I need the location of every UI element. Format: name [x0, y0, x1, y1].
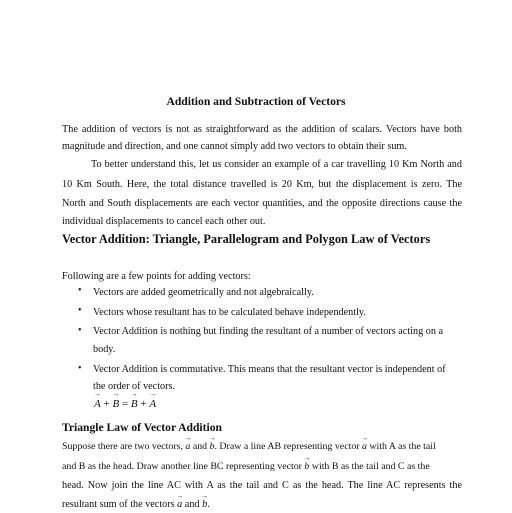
- text-span: with A as the tail: [369, 441, 436, 452]
- text-span: . Draw a line AB representing vector: [214, 441, 360, 452]
- bullet-marker: •: [78, 325, 82, 336]
- vector-b-symbol: → b: [210, 438, 215, 455]
- triangle-line-1: [62, 438, 436, 455]
- triangle-line-4: [62, 496, 210, 513]
- text-span: and: [192, 441, 208, 452]
- page-title: Addition and Subtraction of Vectors: [166, 95, 346, 108]
- vector-b-symbol: → B: [131, 398, 138, 410]
- vector-a-symbol: → a: [177, 496, 182, 513]
- vector-b-symbol: → B: [112, 398, 119, 410]
- text-span: with B as the tail and C as the: [311, 461, 430, 472]
- triangle-law-heading: Triangle Law of Vector Addition: [62, 421, 222, 434]
- equals-sign: =: [121, 398, 129, 410]
- vector-a-symbol: → a: [362, 438, 367, 455]
- points-intro: Following are a few points for adding vectors:: [62, 271, 251, 282]
- bullet-2: Vectors whose resultant has to be calculated behave independently.: [93, 307, 366, 318]
- intro-line-2: magnitude and direction, and one cannot simply add two vectors to obtain their sum.: [62, 141, 407, 152]
- plus-sign: +: [140, 398, 147, 410]
- text-span: .: [207, 499, 210, 510]
- triangle-line-3: head. Now join the line AC with A as the tail and C as the head. The line AC represents the: [62, 480, 462, 491]
- triangle-line-2: [62, 458, 430, 475]
- intro-line-1: The addition of vectors is not as straightforward as the addition of scalars. Vectors have both: [62, 124, 462, 135]
- bullet-4-line-1: Vector Addition is commutative. This means that the resultant vector is independent of: [93, 364, 446, 375]
- plus-sign: +: [103, 398, 110, 410]
- vector-a-symbol: → A: [94, 398, 101, 410]
- example-line-2: 10 Km South. Here, the total distance travelled is 20 Km, but the displacement is zero. The: [62, 179, 462, 190]
- bullet-marker: •: [78, 363, 82, 374]
- bullet-marker: •: [78, 285, 82, 296]
- text-span: and B as the head. Draw another line BC representing vector: [62, 461, 302, 472]
- vector-a-symbol: → a: [185, 438, 190, 455]
- bullet-4-line-2: the order of vectors.: [93, 381, 176, 392]
- bullet-marker: •: [78, 305, 82, 316]
- example-line-4: individual displacements to cancel each other out.: [62, 216, 266, 227]
- vector-b-symbol: → b: [202, 496, 207, 513]
- bullet-1: Vectors are added geometrically and not algebraically.: [93, 287, 314, 298]
- example-line-3: North and South displacements are each vector quantities, and the opposite directions cause the: [62, 198, 462, 209]
- text-span: Suppose there are two vectors,: [62, 441, 183, 452]
- section-heading: Vector Addition: Triangle, Parallelogram and Polygon Law of Vectors: [62, 232, 431, 246]
- vector-a-symbol: → A: [149, 398, 156, 410]
- vector-b-symbol: → b: [304, 458, 309, 475]
- text-span: resultant sum of the vectors: [62, 499, 175, 510]
- bullet-3-line-2: body.: [93, 344, 116, 355]
- commutative-formula: [94, 398, 156, 410]
- example-line-1: To better understand this, let us consider an example of a car travelling 10 Km North and: [91, 159, 462, 170]
- bullet-3-line-1: Vector Addition is nothing but finding the resultant of a number of vectors acting on a: [93, 326, 443, 337]
- text-span: and: [184, 499, 200, 510]
